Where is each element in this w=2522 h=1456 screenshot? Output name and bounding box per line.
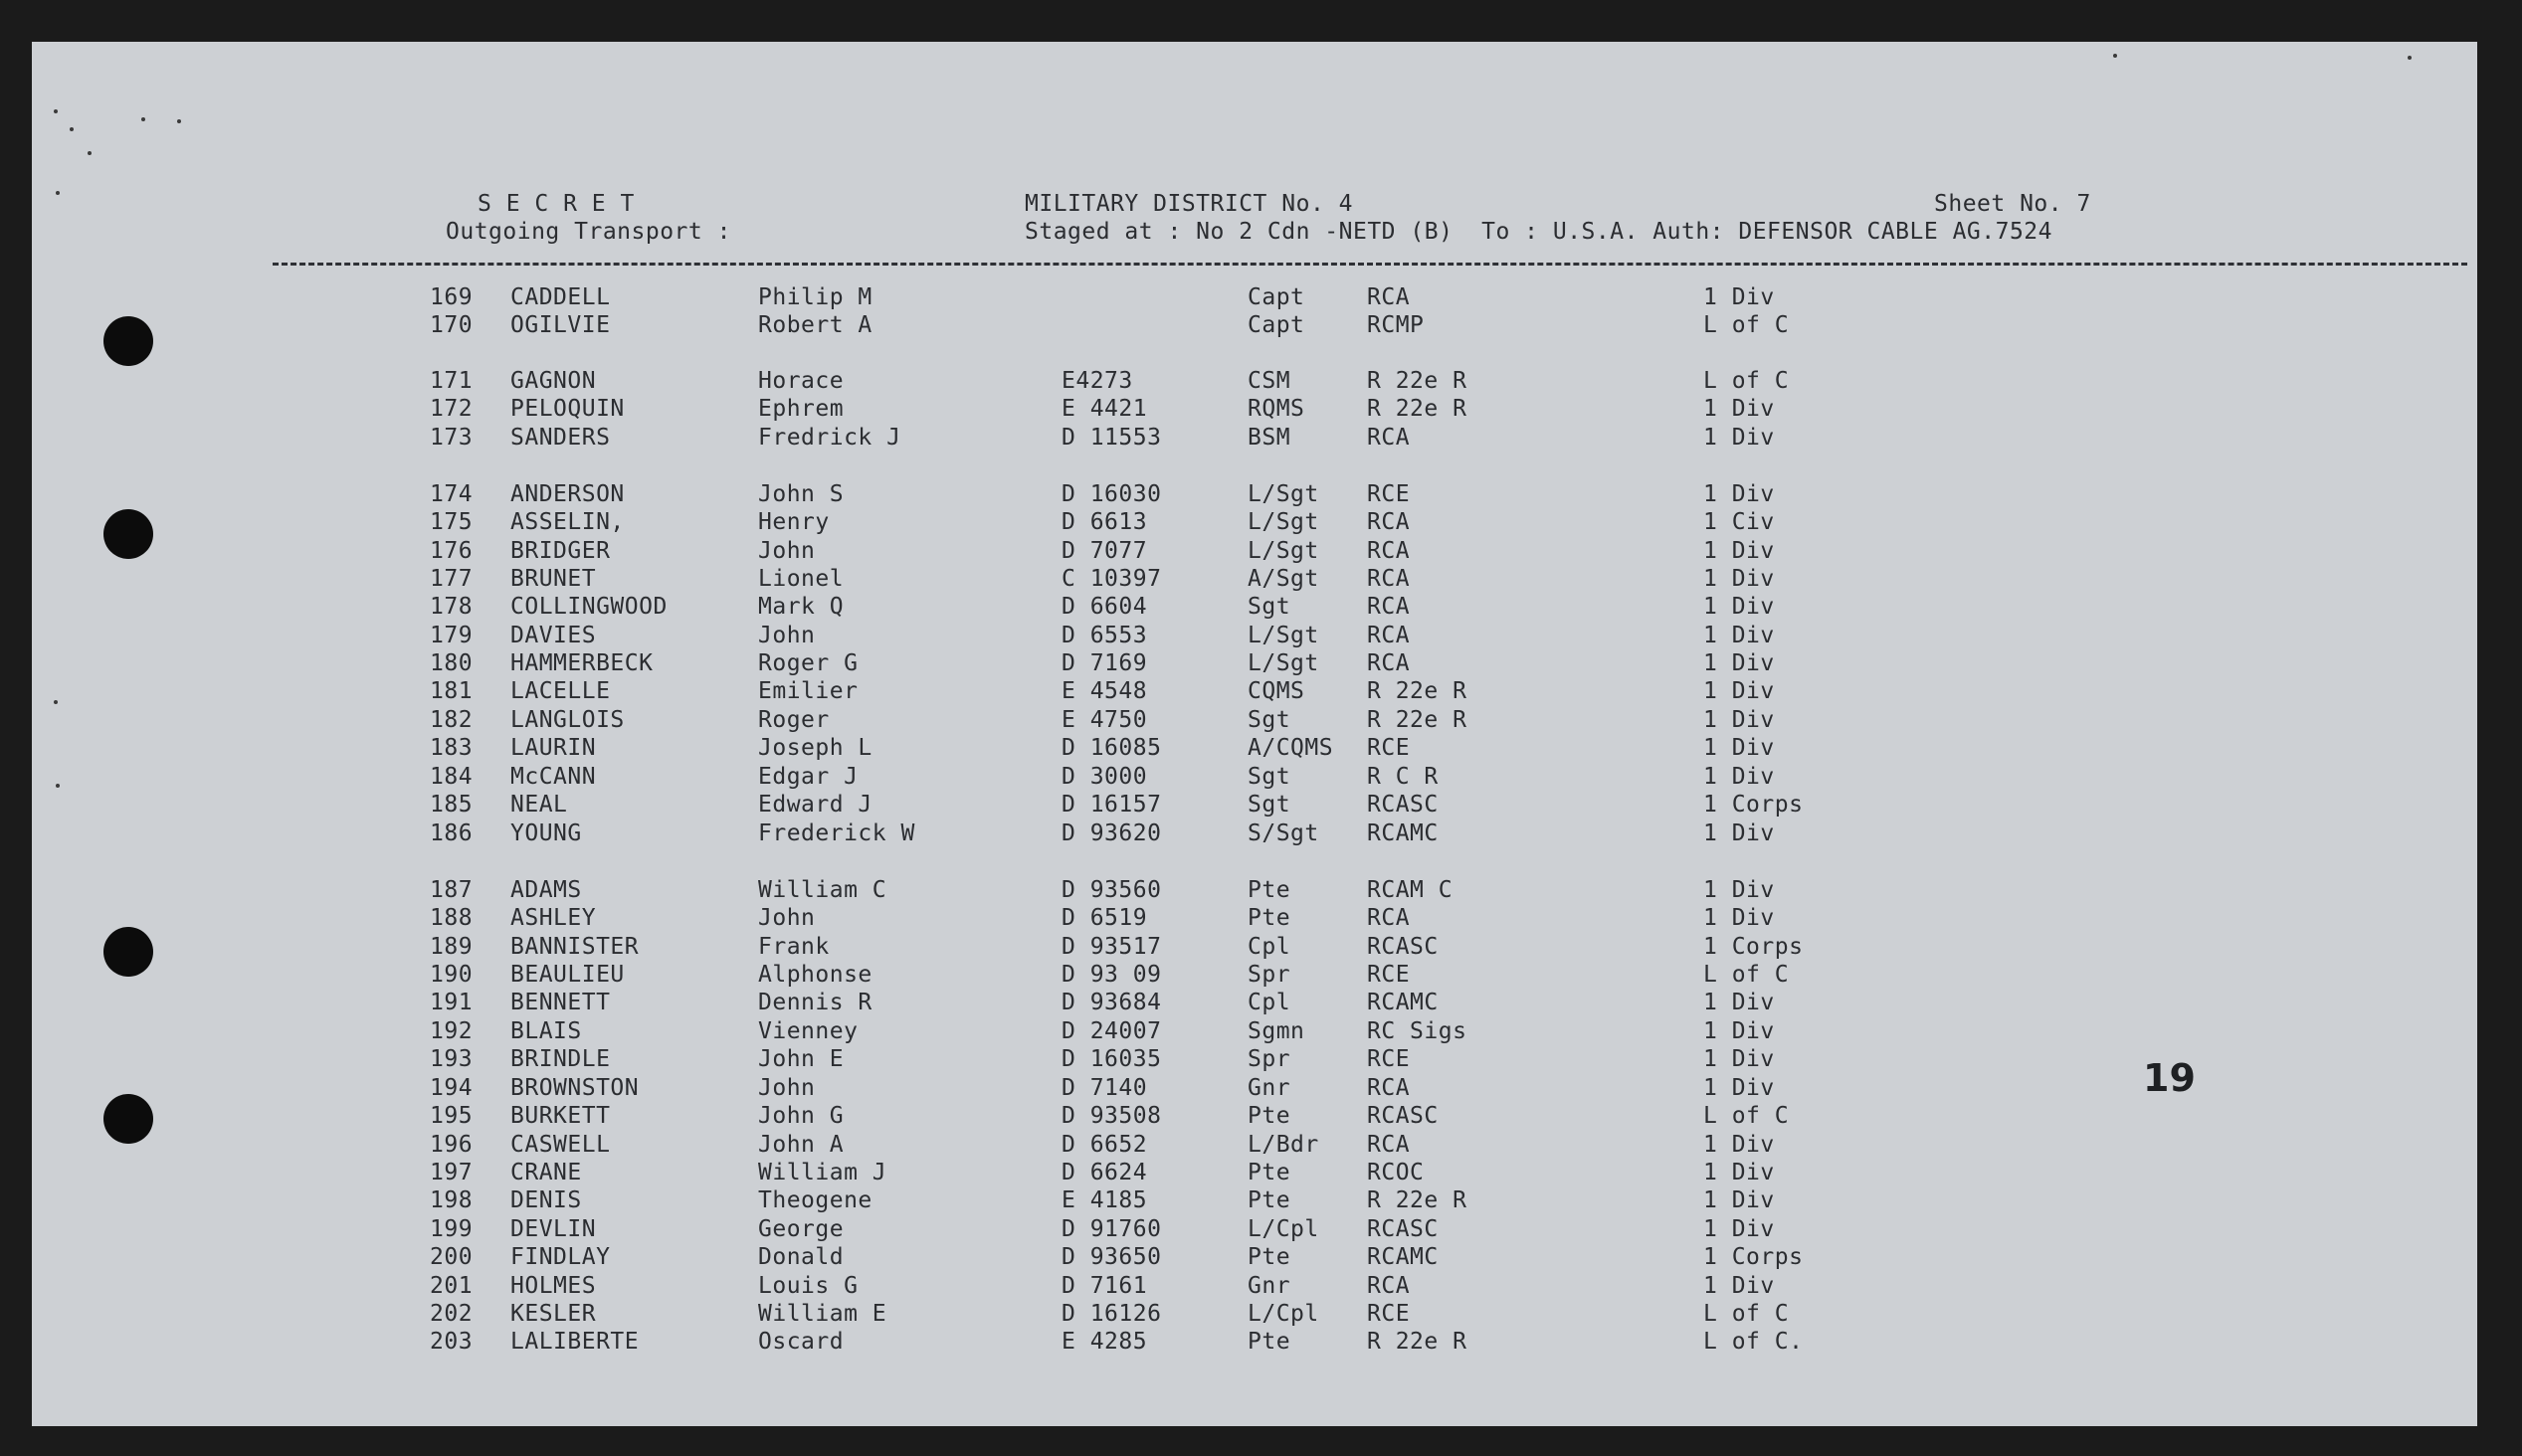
surname: BRIDGER: [510, 538, 611, 564]
row-number: 192: [430, 1018, 474, 1044]
surname: LALIBERTE: [510, 1329, 640, 1355]
given-names: Vienney: [758, 1018, 859, 1044]
destination: L of C: [1703, 962, 1790, 988]
table-row: [32, 594, 2477, 622]
service-number: D 93684: [1062, 990, 1162, 1015]
given-names: John A: [758, 1132, 845, 1158]
row-number: 179: [430, 623, 474, 648]
surname: LAURIN: [510, 735, 597, 761]
rank: L/Cpl: [1248, 1216, 1319, 1242]
rank: S/Sgt: [1248, 820, 1319, 846]
service-number: D 7140: [1062, 1075, 1148, 1101]
row-number: 199: [430, 1216, 474, 1242]
destination: L of C: [1703, 368, 1790, 394]
unit: RCAMC: [1367, 820, 1439, 846]
rank: Sgt: [1248, 764, 1291, 790]
destination: 1 Div: [1703, 481, 1775, 507]
row-number: 173: [430, 425, 474, 451]
given-names: Edward J: [758, 792, 873, 818]
table-row: [32, 934, 2477, 962]
surname: BENNETT: [510, 990, 611, 1015]
row-number: 191: [430, 990, 474, 1015]
given-names: Donald: [758, 1244, 845, 1270]
unit: RCA: [1367, 566, 1411, 592]
rank: Sgt: [1248, 594, 1291, 620]
destination: 1 Div: [1703, 764, 1775, 790]
service-number: D 6553: [1062, 623, 1148, 648]
rank: A/Sgt: [1248, 566, 1319, 592]
destination: 1 Div: [1703, 623, 1775, 648]
destination: 1 Div: [1703, 1216, 1775, 1242]
unit: RCA: [1367, 425, 1411, 451]
table-row: [32, 1329, 2477, 1357]
service-number: D 93517: [1062, 934, 1162, 960]
rank: Sgt: [1248, 792, 1291, 818]
table-row: [32, 425, 2477, 453]
destination: 1 Corps: [1703, 1244, 1804, 1270]
service-number: E 4750: [1062, 707, 1148, 733]
service-number: D 93620: [1062, 820, 1162, 846]
row-number: 184: [430, 764, 474, 790]
destination: 1 Div: [1703, 735, 1775, 761]
unit: RCA: [1367, 1075, 1411, 1101]
surname: PELOQUIN: [510, 396, 625, 422]
unit: R 22e R: [1367, 1329, 1467, 1355]
given-names: Ephrem: [758, 396, 845, 422]
service-number: D 6519: [1062, 905, 1148, 931]
row-number: 187: [430, 877, 474, 903]
service-number: D 6604: [1062, 594, 1148, 620]
staged-at-line: Staged at : No 2 Cdn -NETD (B) To : U.S.A. Auth: DEFENSOR CABLE AG.7524: [1025, 219, 2052, 245]
surname: OGILVIE: [510, 312, 611, 338]
service-number: D 24007: [1062, 1018, 1162, 1044]
unit: RCOC: [1367, 1160, 1425, 1185]
row-number: 194: [430, 1075, 474, 1101]
unit: RCA: [1367, 284, 1411, 310]
rank: Capt: [1248, 284, 1305, 310]
rank: L/Bdr: [1248, 1132, 1319, 1158]
given-names: Frank: [758, 934, 830, 960]
rank: Sgt: [1248, 707, 1291, 733]
surname: LANGLOIS: [510, 707, 625, 733]
table-row: [32, 678, 2477, 706]
rank: Cpl: [1248, 990, 1291, 1015]
table-row: [32, 623, 2477, 650]
table-row: [32, 1301, 2477, 1329]
table-row: [32, 707, 2477, 735]
rank: Pte: [1248, 1244, 1291, 1270]
row-number: 188: [430, 905, 474, 931]
service-number: E 4421: [1062, 396, 1148, 422]
destination: 1 Div: [1703, 1160, 1775, 1185]
given-names: John: [758, 623, 816, 648]
table-row: [32, 566, 2477, 594]
table-row: [32, 764, 2477, 792]
table-row: [32, 396, 2477, 424]
destination: 1 Div: [1703, 594, 1775, 620]
document-sheet: [32, 42, 2477, 1426]
table-row: [32, 650, 2477, 678]
row-number: 183: [430, 735, 474, 761]
table-row: [32, 1018, 2477, 1046]
row-number: 185: [430, 792, 474, 818]
row-number: 169: [430, 284, 474, 310]
destination: 1 Div: [1703, 284, 1775, 310]
unit: RCE: [1367, 735, 1411, 761]
given-names: Joseph L: [758, 735, 873, 761]
table-row: [32, 877, 2477, 905]
unit: RCAMC: [1367, 990, 1439, 1015]
given-names: Horace: [758, 368, 845, 394]
surname: CRANE: [510, 1160, 582, 1185]
row-number: 174: [430, 481, 474, 507]
unit: RCA: [1367, 1273, 1411, 1299]
service-number: D 6613: [1062, 509, 1148, 535]
surname: SANDERS: [510, 425, 611, 451]
destination: 1 Div: [1703, 1187, 1775, 1213]
service-number: D 16030: [1062, 481, 1162, 507]
row-number: 182: [430, 707, 474, 733]
unit: R 22e R: [1367, 368, 1467, 394]
sheet-number: Sheet No. 7: [1934, 191, 2091, 217]
table-row: [32, 820, 2477, 848]
table-row: [32, 284, 2477, 312]
rank: Pte: [1248, 1160, 1291, 1185]
surname: BURKETT: [510, 1103, 611, 1129]
surname: LACELLE: [510, 678, 611, 704]
table-row: [32, 1046, 2477, 1074]
given-names: John: [758, 905, 816, 931]
service-number: D 93508: [1062, 1103, 1162, 1129]
table-row: [32, 1244, 2477, 1272]
rank: Pte: [1248, 1103, 1291, 1129]
row-number: 203: [430, 1329, 474, 1355]
destination: 1 Div: [1703, 566, 1775, 592]
destination: 1 Div: [1703, 707, 1775, 733]
surname: McCANN: [510, 764, 597, 790]
surname: DEVLIN: [510, 1216, 597, 1242]
destination: 1 Corps: [1703, 792, 1804, 818]
surname: ADAMS: [510, 877, 582, 903]
rank: RQMS: [1248, 396, 1305, 422]
rank: Spr: [1248, 962, 1291, 988]
row-number: 193: [430, 1046, 474, 1072]
table-row: [32, 735, 2477, 763]
given-names: Robert A: [758, 312, 873, 338]
table-row: [32, 312, 2477, 340]
row-number: 180: [430, 650, 474, 676]
service-number: D 3000: [1062, 764, 1148, 790]
given-names: Dennis R: [758, 990, 873, 1015]
destination: L of C: [1703, 312, 1790, 338]
rank: Pte: [1248, 877, 1291, 903]
unit: RCA: [1367, 1132, 1411, 1158]
row-number: 190: [430, 962, 474, 988]
given-names: Theogene: [758, 1187, 873, 1213]
rank: Pte: [1248, 905, 1291, 931]
service-number: C 10397: [1062, 566, 1162, 592]
destination: 1 Div: [1703, 1046, 1775, 1072]
unit: RCE: [1367, 481, 1411, 507]
service-number: D 7077: [1062, 538, 1148, 564]
surname: GAGNON: [510, 368, 597, 394]
unit: RCASC: [1367, 792, 1439, 818]
given-names: Louis G: [758, 1273, 859, 1299]
destination: 1 Civ: [1703, 509, 1775, 535]
unit: RC Sigs: [1367, 1018, 1467, 1044]
table-row: [32, 905, 2477, 933]
unit: RCASC: [1367, 934, 1439, 960]
rank: Capt: [1248, 312, 1305, 338]
service-number: D 6624: [1062, 1160, 1148, 1185]
surname: BRUNET: [510, 566, 597, 592]
surname: FINDLAY: [510, 1244, 611, 1270]
surname: COLLINGWOOD: [510, 594, 668, 620]
unit: RCAMC: [1367, 1244, 1439, 1270]
destination: 1 Div: [1703, 1273, 1775, 1299]
table-row: [32, 1075, 2477, 1103]
service-number: D 93650: [1062, 1244, 1162, 1270]
unit: RCA: [1367, 905, 1411, 931]
given-names: William E: [758, 1301, 887, 1327]
unit: R 22e R: [1367, 396, 1467, 422]
table-row: [32, 1160, 2477, 1187]
surname: CASWELL: [510, 1132, 611, 1158]
given-names: Roger: [758, 707, 830, 733]
destination: 1 Div: [1703, 396, 1775, 422]
row-number: 202: [430, 1301, 474, 1327]
military-district-heading: MILITARY DISTRICT No. 4: [1025, 191, 1353, 217]
service-number: E 4185: [1062, 1187, 1148, 1213]
unit: RCA: [1367, 594, 1411, 620]
row-number: 195: [430, 1103, 474, 1129]
outgoing-transport-label: Outgoing Transport :: [446, 219, 731, 245]
row-number: 201: [430, 1273, 474, 1299]
destination: 1 Div: [1703, 1018, 1775, 1044]
rank: Gnr: [1248, 1075, 1291, 1101]
table-row: [32, 1103, 2477, 1131]
table-row: [32, 1273, 2477, 1301]
table-row: [32, 1132, 2477, 1160]
service-number: D 16035: [1062, 1046, 1162, 1072]
unit: R 22e R: [1367, 707, 1467, 733]
rank: Spr: [1248, 1046, 1291, 1072]
row-number: 175: [430, 509, 474, 535]
rank: A/CQMS: [1248, 735, 1334, 761]
secret-heading: S E C R E T: [478, 191, 635, 217]
destination: 1 Div: [1703, 820, 1775, 846]
unit: R C R: [1367, 764, 1439, 790]
surname: ASSELIN,: [510, 509, 625, 535]
destination: 1 Div: [1703, 877, 1775, 903]
given-names: John: [758, 1075, 816, 1101]
surname: ASHLEY: [510, 905, 597, 931]
unit: RCA: [1367, 509, 1411, 535]
given-names: John S: [758, 481, 845, 507]
given-names: John G: [758, 1103, 845, 1129]
service-number: E4273: [1062, 368, 1133, 394]
given-names: Lionel: [758, 566, 845, 592]
given-names: John: [758, 538, 816, 564]
given-names: Frederick W: [758, 820, 915, 846]
rank: L/Sgt: [1248, 481, 1319, 507]
table-row: [32, 538, 2477, 566]
unit: R 22e R: [1367, 1187, 1467, 1213]
given-names: Fredrick J: [758, 425, 901, 451]
given-names: Mark Q: [758, 594, 845, 620]
rank: L/Cpl: [1248, 1301, 1319, 1327]
surname: ANDERSON: [510, 481, 625, 507]
table-row: [32, 509, 2477, 537]
rank: L/Sgt: [1248, 623, 1319, 648]
destination: 1 Corps: [1703, 934, 1804, 960]
row-number: 198: [430, 1187, 474, 1213]
unit: RCE: [1367, 1046, 1411, 1072]
row-number: 172: [430, 396, 474, 422]
unit: RCA: [1367, 623, 1411, 648]
unit: RCA: [1367, 650, 1411, 676]
given-names: William C: [758, 877, 887, 903]
table-row: [32, 481, 2477, 509]
destination: 1 Div: [1703, 650, 1775, 676]
surname: NEAL: [510, 792, 568, 818]
given-names: John E: [758, 1046, 845, 1072]
table-row: [32, 368, 2477, 396]
destination: 1 Div: [1703, 678, 1775, 704]
rank: Pte: [1248, 1187, 1291, 1213]
service-number: D 11553: [1062, 425, 1162, 451]
surname: YOUNG: [510, 820, 582, 846]
surname: HAMMERBECK: [510, 650, 654, 676]
service-number: D 7169: [1062, 650, 1148, 676]
destination: L of C: [1703, 1301, 1790, 1327]
unit: RCE: [1367, 1301, 1411, 1327]
row-number: 196: [430, 1132, 474, 1158]
rank: BSM: [1248, 425, 1291, 451]
row-number: 177: [430, 566, 474, 592]
service-number: D 16126: [1062, 1301, 1162, 1327]
rank: CSM: [1248, 368, 1291, 394]
table-row: [32, 990, 2477, 1017]
surname: CADDELL: [510, 284, 611, 310]
given-names: Roger G: [758, 650, 859, 676]
surname: DAVIES: [510, 623, 597, 648]
given-names: William J: [758, 1160, 887, 1185]
header-divider: [273, 263, 2467, 266]
table-row: [32, 1187, 2477, 1215]
destination: 1 Div: [1703, 990, 1775, 1015]
rank: L/Sgt: [1248, 538, 1319, 564]
surname: BANNISTER: [510, 934, 640, 960]
service-number: E 4548: [1062, 678, 1148, 704]
rank: CQMS: [1248, 678, 1305, 704]
row-number: 197: [430, 1160, 474, 1185]
surname: BLAIS: [510, 1018, 582, 1044]
table-row: [32, 792, 2477, 819]
unit: RCE: [1367, 962, 1411, 988]
destination: L of C.: [1703, 1329, 1804, 1355]
unit: RCASC: [1367, 1103, 1439, 1129]
row-number: 178: [430, 594, 474, 620]
page-stamp-number: 19: [2143, 1056, 2196, 1100]
destination: 1 Div: [1703, 538, 1775, 564]
rank: L/Sgt: [1248, 509, 1319, 535]
unit: RCASC: [1367, 1216, 1439, 1242]
given-names: George: [758, 1216, 845, 1242]
service-number: E 4285: [1062, 1329, 1148, 1355]
service-number: D 7161: [1062, 1273, 1148, 1299]
surname: KESLER: [510, 1301, 597, 1327]
destination: L of C: [1703, 1103, 1790, 1129]
given-names: Edgar J: [758, 764, 859, 790]
surname: BEAULIEU: [510, 962, 625, 988]
surname: HOLMES: [510, 1273, 597, 1299]
row-number: 176: [430, 538, 474, 564]
surname: DENIS: [510, 1187, 582, 1213]
destination: 1 Div: [1703, 1075, 1775, 1101]
rank: Cpl: [1248, 934, 1291, 960]
given-names: Oscard: [758, 1329, 845, 1355]
table-row: [32, 1216, 2477, 1244]
row-number: 171: [430, 368, 474, 394]
service-number: D 16085: [1062, 735, 1162, 761]
row-number: 170: [430, 312, 474, 338]
service-number: D 93 09: [1062, 962, 1162, 988]
table-row: [32, 962, 2477, 990]
unit: R 22e R: [1367, 678, 1467, 704]
unit: RCAM C: [1367, 877, 1454, 903]
service-number: D 91760: [1062, 1216, 1162, 1242]
destination: 1 Div: [1703, 905, 1775, 931]
row-number: 189: [430, 934, 474, 960]
rank: L/Sgt: [1248, 650, 1319, 676]
surname: BROWNSTON: [510, 1075, 640, 1101]
destination: 1 Div: [1703, 1132, 1775, 1158]
row-number: 181: [430, 678, 474, 704]
unit: RCMP: [1367, 312, 1425, 338]
service-number: D 93560: [1062, 877, 1162, 903]
given-names: Emilier: [758, 678, 859, 704]
given-names: Alphonse: [758, 962, 873, 988]
surname: BRINDLE: [510, 1046, 611, 1072]
given-names: Henry: [758, 509, 830, 535]
service-number: D 6652: [1062, 1132, 1148, 1158]
rank: Sgmn: [1248, 1018, 1305, 1044]
unit: RCA: [1367, 538, 1411, 564]
given-names: Philip M: [758, 284, 873, 310]
row-number: 186: [430, 820, 474, 846]
rank: Gnr: [1248, 1273, 1291, 1299]
rank: Pte: [1248, 1329, 1291, 1355]
service-number: D 16157: [1062, 792, 1162, 818]
destination: 1 Div: [1703, 425, 1775, 451]
row-number: 200: [430, 1244, 474, 1270]
